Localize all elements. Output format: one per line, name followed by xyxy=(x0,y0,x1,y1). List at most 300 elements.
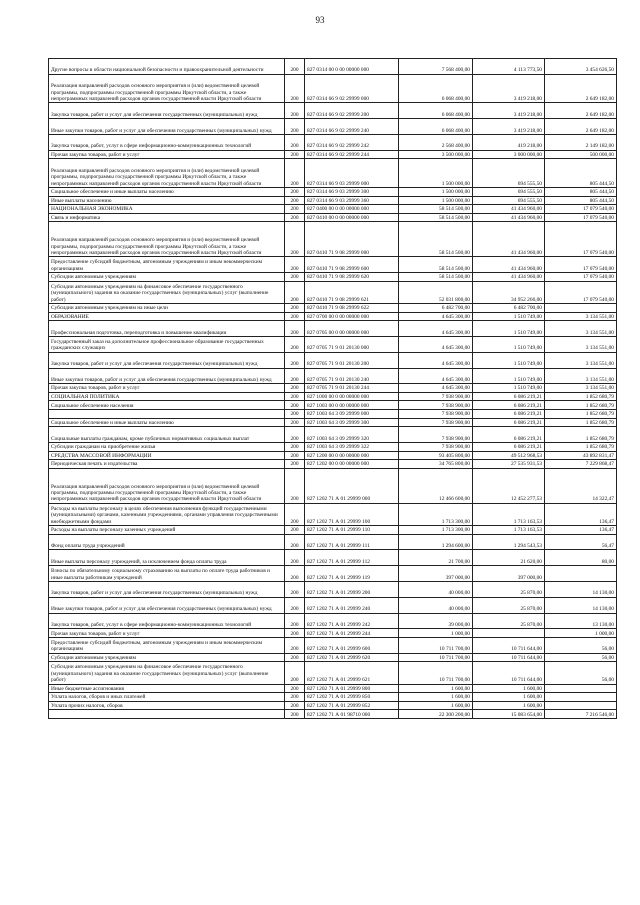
row-approved-amount-cell: 10 711 700,00 xyxy=(399,638,473,654)
row-budget-code-cell: 827 1202 71 А 01 29999 200 xyxy=(305,582,399,598)
row-executed-amount-cell: 3 419 218,00 xyxy=(473,119,545,135)
row-budget-code-cell: 827 1202 71 А 01 98710 000 xyxy=(305,710,399,719)
row-budget-code-cell: 827 0700 00 0 00 00000 000 xyxy=(305,312,399,321)
row-unexecuted-amount-cell xyxy=(545,684,617,693)
row-name-cell: НАЦИОНАЛЬНАЯ ЭКОНОМИКА xyxy=(49,205,285,214)
table-row xyxy=(49,701,617,710)
row-approved-amount-cell: 7 938 900,00 xyxy=(399,401,473,410)
row-executed-amount-cell: 1 713 163,53 xyxy=(473,526,545,535)
row-approved-amount-cell: 1 713 300,00 xyxy=(399,503,473,525)
row-unexecuted-amount-cell: 17 079 540,00 xyxy=(545,222,617,257)
row-unexecuted-amount-cell: 1 852 680,79 xyxy=(545,427,617,443)
row-budget-code-cell: 827 0705 71 9 01 20130 200 xyxy=(305,352,399,368)
row-admin-code-cell: 200 xyxy=(285,427,305,443)
row-unexecuted-amount-cell: 3 454 626,50 xyxy=(545,59,617,75)
table-row xyxy=(49,582,617,598)
row-unexecuted-amount-cell: 136,47 xyxy=(545,503,617,525)
row-unexecuted-amount-cell: 1 852 680,79 xyxy=(545,401,617,410)
row-unexecuted-amount-cell: 3 134 551,00 xyxy=(545,352,617,368)
row-executed-amount-cell: 21 620,00 xyxy=(473,550,545,566)
row-name-cell: Предоставление субсидий бюджетным, автономным учреждениям и иным некоммерческим организациям xyxy=(49,638,285,654)
row-unexecuted-amount-cell: 14 322,47 xyxy=(545,468,617,503)
row-approved-amount-cell: 12 466 600,00 xyxy=(399,468,473,503)
row-approved-amount-cell: 1 294 600,00 xyxy=(399,534,473,550)
table-row xyxy=(49,74,617,103)
table-row xyxy=(49,134,617,150)
row-budget-code-cell: 827 1003 64 3 09 29999 300 xyxy=(305,418,399,427)
row-executed-amount-cell: 34 952 260,00 xyxy=(473,281,545,303)
row-approved-amount-cell: 58 514 500,00 xyxy=(399,205,473,214)
row-budget-code-cell: 827 1202 71 А 01 29999 244 xyxy=(305,629,399,638)
row-executed-amount-cell: 41 434 960,00 xyxy=(473,205,545,214)
row-name-cell: Закупка товаров, работ, услуг в сфере информационно-коммуникационных технологий xyxy=(49,134,285,150)
table-row xyxy=(49,451,617,460)
row-budget-code-cell: 827 1202 71 А 01 29999 111 xyxy=(305,534,399,550)
row-admin-code-cell: 200 xyxy=(285,150,305,159)
table-row xyxy=(49,384,617,393)
row-executed-amount-cell: 6 086 219,21 xyxy=(473,401,545,410)
row-approved-amount-cell: 58 514 500,00 xyxy=(399,257,473,273)
table-row xyxy=(49,418,617,427)
row-admin-code-cell: 200 xyxy=(285,59,305,75)
table-row xyxy=(49,222,617,257)
table-row xyxy=(49,653,617,662)
row-unexecuted-amount-cell xyxy=(545,303,617,312)
table-row xyxy=(49,629,617,638)
table-row xyxy=(49,443,617,452)
row-budget-code-cell: 827 0410 71 9 08 29999 622 xyxy=(305,303,399,312)
row-executed-amount-cell: 1 510 749,00 xyxy=(473,352,545,368)
row-name-cell: Уплата прочих налогов, сборов xyxy=(49,701,285,710)
row-executed-amount-cell: 1 600,00 xyxy=(473,684,545,693)
row-name-cell: Прочая закупка товаров, работ и услуг xyxy=(49,629,285,638)
row-name-cell: Профессиональная подготовка, переподготовка и повышение квалификации xyxy=(49,321,285,337)
row-executed-amount-cell: 1 294 543,53 xyxy=(473,534,545,550)
row-name-cell: Взносы по обязательному социальному страхованию на выплаты по оплате труда работников и иные выплаты работникам учреждений xyxy=(49,566,285,582)
table-row xyxy=(49,257,617,273)
row-name-cell: Государственный заказ на дополнительное профессиональное образование государственных гражданских служащих xyxy=(49,336,285,352)
row-unexecuted-amount-cell: 7 229 868,47 xyxy=(545,460,617,469)
row-admin-code-cell: 200 xyxy=(285,336,305,352)
row-unexecuted-amount-cell: 56,00 xyxy=(545,662,617,684)
row-executed-amount-cell: 6 086 219,21 xyxy=(473,418,545,427)
row-unexecuted-amount-cell: 7 216 546,00 xyxy=(545,710,617,719)
row-name-cell: Расходы на выплаты персоналу в целях обеспечения выполнения функций государственными (муниципальными) органами, казенными учреждениями, органами управления государственными внебюджетными фондами xyxy=(49,503,285,525)
row-budget-code-cell: 827 0314 66 9 02 29999 000 xyxy=(305,74,399,103)
row-name-cell: Иные выплаты населению xyxy=(49,196,285,205)
row-name-cell: Субсидии автономным учреждениям на финансовое обеспечение государственного (муниципального) задания на оказание государственных (муниципальных) услуг (выполнение работ) xyxy=(49,281,285,303)
row-admin-code-cell: 200 xyxy=(285,597,305,613)
row-approved-amount-cell: 7 938 900,00 xyxy=(399,418,473,427)
row-budget-code-cell: 827 1202 71 А 01 29999 800 xyxy=(305,684,399,693)
row-unexecuted-amount-cell: 805 444,50 xyxy=(545,196,617,205)
row-name-cell: Реализация направлений расходов основного мероприятия и (или) ведомственной целевой программы, подпрограммы государственной программы Иркутской области, а также непрограммных направлений расходов органов государственной власти Иркутской области xyxy=(49,222,285,257)
table-row xyxy=(49,281,617,303)
row-budget-code-cell: 827 1202 71 А 01 29999 242 xyxy=(305,613,399,629)
row-approved-amount-cell: 1 600,00 xyxy=(399,693,473,702)
row-budget-code-cell: 827 1003 64 3 09 29999 320 xyxy=(305,427,399,443)
table-row xyxy=(49,187,617,196)
table-row xyxy=(49,427,617,443)
row-approved-amount-cell: 1 600,00 xyxy=(399,701,473,710)
row-budget-code-cell: 827 1202 71 А 01 29999 112 xyxy=(305,550,399,566)
row-name-cell xyxy=(49,410,285,419)
row-budget-code-cell: 827 0314 66 9 02 29999 242 xyxy=(305,134,399,150)
row-name-cell: ОБРАЗОВАНИЕ xyxy=(49,312,285,321)
row-approved-amount-cell: 40 000,00 xyxy=(399,582,473,598)
row-approved-amount-cell: 6 482 700,00 xyxy=(399,303,473,312)
row-name-cell: Закупка товаров, работ и услуг для обеспечения государственных (муниципальных) нужд xyxy=(49,582,285,598)
row-unexecuted-amount-cell xyxy=(545,566,617,582)
row-name-cell: Периодическая печать и издательства xyxy=(49,460,285,469)
table-row xyxy=(49,468,617,503)
row-executed-amount-cell xyxy=(473,629,545,638)
row-admin-code-cell: 200 xyxy=(285,74,305,103)
row-name-cell: СОЦИАЛЬНАЯ ПОЛИТИКА xyxy=(49,392,285,401)
row-executed-amount-cell: 1 510 749,00 xyxy=(473,312,545,321)
row-approved-amount-cell: 93 405 800,00 xyxy=(399,451,473,460)
row-budget-code-cell: 827 1003 00 0 00 00000 000 xyxy=(305,401,399,410)
row-approved-amount-cell: 39 000,00 xyxy=(399,613,473,629)
row-unexecuted-amount-cell: 56,47 xyxy=(545,534,617,550)
row-name-cell: Иные закупки товаров, работ и услуг для обеспечения государственных (муниципальных) нужд xyxy=(49,368,285,384)
row-unexecuted-amount-cell: 80,00 xyxy=(545,550,617,566)
row-unexecuted-amount-cell: 56,00 xyxy=(545,638,617,654)
row-unexecuted-amount-cell: 43 892 831,47 xyxy=(545,451,617,460)
row-unexecuted-amount-cell: 17 079 540,00 xyxy=(545,281,617,303)
row-executed-amount-cell: 41 434 960,00 xyxy=(473,213,545,222)
row-admin-code-cell: 200 xyxy=(285,368,305,384)
row-admin-code-cell: 200 xyxy=(285,693,305,702)
row-budget-code-cell: 827 0410 71 9 08 29999 600 xyxy=(305,257,399,273)
row-executed-amount-cell: 41 434 960,00 xyxy=(473,257,545,273)
row-name-cell: Социальное обеспечение населения xyxy=(49,401,285,410)
row-budget-code-cell: 827 0314 66 9 02 29999 244 xyxy=(305,150,399,159)
row-admin-code-cell: 200 xyxy=(285,653,305,662)
row-admin-code-cell: 200 xyxy=(285,257,305,273)
row-name-cell: Другие вопросы в области национальной безопасности и правоохранительной деятельности xyxy=(49,59,285,75)
table-row xyxy=(49,503,617,525)
row-executed-amount-cell: 10 711 644,00 xyxy=(473,662,545,684)
row-executed-amount-cell: 25 870,00 xyxy=(473,597,545,613)
row-unexecuted-amount-cell: 805 444,50 xyxy=(545,159,617,188)
table-row xyxy=(49,526,617,535)
row-name-cell xyxy=(49,710,285,719)
row-name-cell: Реализация направлений расходов основного мероприятия и (или) ведомственной целевой программы, подпрограммы государственной программы Иркутской области, а также непрограммных направлений расходов органов государственной власти Иркутской области xyxy=(49,159,285,188)
row-budget-code-cell: 827 1003 64 3 09 29999 000 xyxy=(305,410,399,419)
table-row xyxy=(49,312,617,321)
row-executed-amount-cell: 41 434 960,00 xyxy=(473,222,545,257)
row-executed-amount-cell: 6 482 700,00 xyxy=(473,303,545,312)
table-row xyxy=(49,321,617,337)
row-budget-code-cell: 827 1003 64 3 09 29999 322 xyxy=(305,443,399,452)
row-approved-amount-cell: 6 068 400,00 xyxy=(399,119,473,135)
row-approved-amount-cell: 34 765 800,00 xyxy=(399,460,473,469)
row-executed-amount-cell: 3 419 218,00 xyxy=(473,74,545,103)
row-name-cell: Иные бюджетные ассигнования xyxy=(49,684,285,693)
table-row xyxy=(49,196,617,205)
row-executed-amount-cell: 4 113 773,50 xyxy=(473,59,545,75)
row-approved-amount-cell: 4 645 300,00 xyxy=(399,384,473,393)
row-budget-code-cell: 827 1000 00 0 00 00000 000 xyxy=(305,392,399,401)
row-approved-amount-cell: 10 711 700,00 xyxy=(399,653,473,662)
row-admin-code-cell: 200 xyxy=(285,303,305,312)
row-name-cell: Связь и информатика xyxy=(49,213,285,222)
row-name-cell: Субсидии автономным учреждениям на финансовое обеспечение государственного (муниципального) задания на оказание государственных (муниципальных) услуг (выполнение работ) xyxy=(49,662,285,684)
row-admin-code-cell: 200 xyxy=(285,205,305,214)
row-executed-amount-cell: 10 711 644,00 xyxy=(473,638,545,654)
table-row xyxy=(49,662,617,684)
table-row xyxy=(49,159,617,188)
row-admin-code-cell: 200 xyxy=(285,629,305,638)
row-admin-code-cell: 200 xyxy=(285,213,305,222)
row-admin-code-cell: 200 xyxy=(285,582,305,598)
row-approved-amount-cell: 7 938 900,00 xyxy=(399,410,473,419)
row-approved-amount-cell: 58 514 500,00 xyxy=(399,222,473,257)
table-row xyxy=(49,205,617,214)
row-unexecuted-amount-cell: 3 134 551,00 xyxy=(545,321,617,337)
row-approved-amount-cell: 2 568 400,00 xyxy=(399,134,473,150)
row-admin-code-cell: 200 xyxy=(285,534,305,550)
row-name-cell: Реализация направлений расходов основного мероприятия и (или) ведомственной целевой программы, подпрограммы государственной программы Иркутской области, а также непрограммных направлений расходов органов государственной власти Иркутской области xyxy=(49,468,285,503)
row-unexecuted-amount-cell: 500 000,00 xyxy=(545,150,617,159)
row-executed-amount-cell: 1 600,00 xyxy=(473,701,545,710)
row-name-cell: Субсидии автономным учреждениям xyxy=(49,653,285,662)
row-unexecuted-amount-cell: 14 130,00 xyxy=(545,582,617,598)
table-row xyxy=(49,566,617,582)
row-admin-code-cell: 200 xyxy=(285,566,305,582)
row-budget-code-cell: 827 1202 71 А 01 29999 620 xyxy=(305,653,399,662)
row-budget-code-cell: 827 1202 71 А 01 29999 119 xyxy=(305,566,399,582)
row-name-cell: Уплата налогов, сборов и иных платежей xyxy=(49,693,285,702)
row-name-cell: Реализация направлений расходов основного мероприятия и (или) ведомственной целевой программы, подпрограммы государственной программы Иркутской области, а также непрограммных направлений расходов органов государственной власти Иркутской области xyxy=(49,74,285,103)
row-executed-amount-cell: 6 086 219,21 xyxy=(473,427,545,443)
row-admin-code-cell: 200 xyxy=(285,312,305,321)
row-name-cell: Социальные выплаты гражданам, кроме публичных нормативных социальных выплат xyxy=(49,427,285,443)
row-budget-code-cell: 827 1202 71 А 01 29999 000 xyxy=(305,468,399,503)
row-admin-code-cell: 200 xyxy=(285,196,305,205)
row-name-cell: Прочая закупка товаров, работ и услуг xyxy=(49,150,285,159)
table-row xyxy=(49,534,617,550)
row-admin-code-cell: 200 xyxy=(285,684,305,693)
row-approved-amount-cell: 1 500 000,00 xyxy=(399,196,473,205)
row-executed-amount-cell: 1 510 749,00 xyxy=(473,384,545,393)
row-admin-code-cell: 200 xyxy=(285,503,305,525)
row-budget-code-cell: 827 0705 71 9 01 20130 240 xyxy=(305,368,399,384)
row-admin-code-cell: 200 xyxy=(285,410,305,419)
row-name-cell: Субсидии гражданам на приобретение жилья xyxy=(49,443,285,452)
row-name-cell: Закупка товаров, работ и услуг для обеспечения государственных (муниципальных) нужд xyxy=(49,352,285,368)
row-executed-amount-cell: 25 870,00 xyxy=(473,613,545,629)
table-row xyxy=(49,638,617,654)
row-admin-code-cell: 200 xyxy=(285,384,305,393)
row-admin-code-cell: 200 xyxy=(285,222,305,257)
row-name-cell: Закупка товаров, работ, услуг в сфере информационно-коммуникационных технологий xyxy=(49,613,285,629)
row-unexecuted-amount-cell: 17 079 540,00 xyxy=(545,213,617,222)
row-executed-amount-cell: 49 512 968,53 xyxy=(473,451,545,460)
row-admin-code-cell: 200 xyxy=(285,103,305,119)
row-approved-amount-cell: 1 000,00 xyxy=(399,629,473,638)
row-budget-code-cell: 827 0314 66 9 02 29999 200 xyxy=(305,103,399,119)
row-unexecuted-amount-cell: 1 000,00 xyxy=(545,629,617,638)
row-unexecuted-amount-cell: 2 149 182,00 xyxy=(545,134,617,150)
table-row xyxy=(49,460,617,469)
row-name-cell: Расходы на выплаты персоналу казенных учреждений xyxy=(49,526,285,535)
row-unexecuted-amount-cell: 3 134 551,00 xyxy=(545,368,617,384)
row-approved-amount-cell: 4 645 300,00 xyxy=(399,312,473,321)
row-admin-code-cell: 200 xyxy=(285,613,305,629)
row-budget-code-cell: 827 0410 71 9 08 29999 620 xyxy=(305,273,399,282)
table-row xyxy=(49,273,617,282)
row-unexecuted-amount-cell: 805 444,50 xyxy=(545,187,617,196)
row-admin-code-cell: 200 xyxy=(285,392,305,401)
table-row xyxy=(49,597,617,613)
row-budget-code-cell: 827 0410 71 9 08 29999 000 xyxy=(305,222,399,257)
row-approved-amount-cell: 21 700,00 xyxy=(399,550,473,566)
row-executed-amount-cell: 1 600,00 xyxy=(473,693,545,702)
row-unexecuted-amount-cell: 17 079 540,00 xyxy=(545,205,617,214)
row-approved-amount-cell: 4 645 300,00 xyxy=(399,336,473,352)
row-unexecuted-amount-cell: 2 649 182,00 xyxy=(545,103,617,119)
row-name-cell: Иные закупки товаров, работ и услуг для обеспечения государственных (муниципальных) нужд xyxy=(49,597,285,613)
row-unexecuted-amount-cell: 2 649 182,00 xyxy=(545,119,617,135)
row-admin-code-cell: 200 xyxy=(285,451,305,460)
row-budget-code-cell: 827 1202 71 А 01 29999 100 xyxy=(305,503,399,525)
row-executed-amount-cell: 397 000,00 xyxy=(473,566,545,582)
row-name-cell: Социальное обеспечение и иные выплаты населению xyxy=(49,418,285,427)
row-budget-code-cell: 827 1202 71 А 01 29999 852 xyxy=(305,701,399,710)
row-name-cell: Предоставление субсидий бюджетным, автономным учреждениям и иным некоммерческим организациям xyxy=(49,257,285,273)
row-name-cell: Фонд оплаты труда учреждений xyxy=(49,534,285,550)
table-row xyxy=(49,119,617,135)
row-approved-amount-cell: 52 031 800,00 xyxy=(399,281,473,303)
row-executed-amount-cell: 41 434 960,00 xyxy=(473,273,545,282)
row-executed-amount-cell: 1 510 749,00 xyxy=(473,321,545,337)
row-name-cell: Закупка товаров, работ и услуг для обеспечения государственных (муниципальных) нужд xyxy=(49,103,285,119)
row-unexecuted-amount-cell: 2 649 182,00 xyxy=(545,74,617,103)
row-admin-code-cell: 200 xyxy=(285,119,305,135)
row-budget-code-cell: 827 0314 66 9 03 29999 360 xyxy=(305,196,399,205)
row-admin-code-cell: 200 xyxy=(285,638,305,654)
row-approved-amount-cell: 4 645 300,00 xyxy=(399,368,473,384)
budget-table-body xyxy=(49,59,617,719)
row-unexecuted-amount-cell: 3 134 551,00 xyxy=(545,384,617,393)
row-admin-code-cell: 200 xyxy=(285,187,305,196)
row-executed-amount-cell: 27 535 931,53 xyxy=(473,460,545,469)
row-approved-amount-cell: 7 938 900,00 xyxy=(399,427,473,443)
row-budget-code-cell: 827 1202 71 А 01 29999 600 xyxy=(305,638,399,654)
row-budget-code-cell: 827 0410 00 0 00 00000 000 xyxy=(305,213,399,222)
row-admin-code-cell: 200 xyxy=(285,418,305,427)
row-executed-amount-cell: 1 510 749,00 xyxy=(473,336,545,352)
row-budget-code-cell: 827 0314 00 0 00 00000 000 xyxy=(305,59,399,75)
table-row xyxy=(49,693,617,702)
row-approved-amount-cell: 22 300 200,00 xyxy=(399,710,473,719)
row-executed-amount-cell: 3 419 218,00 xyxy=(473,103,545,119)
table-row xyxy=(49,103,617,119)
row-budget-code-cell: 827 0705 00 0 00 00000 000 xyxy=(305,321,399,337)
row-approved-amount-cell: 58 514 500,00 xyxy=(399,273,473,282)
row-executed-amount-cell: 1 510 749,00 xyxy=(473,368,545,384)
row-admin-code-cell: 200 xyxy=(285,460,305,469)
row-unexecuted-amount-cell xyxy=(545,701,617,710)
row-admin-code-cell: 200 xyxy=(285,662,305,684)
row-budget-code-cell: 827 1202 71 А 01 29999 240 xyxy=(305,597,399,613)
row-admin-code-cell: 200 xyxy=(285,710,305,719)
row-executed-amount-cell: 694 555,50 xyxy=(473,187,545,196)
row-approved-amount-cell: 1 600,00 xyxy=(399,684,473,693)
row-approved-amount-cell: 1 500 000,00 xyxy=(399,159,473,188)
row-executed-amount-cell: 1 713 163,53 xyxy=(473,503,545,525)
row-name-cell: Прочая закупка товаров, работ и услуг xyxy=(49,384,285,393)
row-budget-code-cell: 827 1202 71 А 01 29999 621 xyxy=(305,662,399,684)
row-executed-amount-cell: 419 218,00 xyxy=(473,134,545,150)
row-budget-code-cell: 827 0314 66 9 03 29999 000 xyxy=(305,159,399,188)
row-budget-code-cell: 827 1200 00 0 00 00000 000 xyxy=(305,451,399,460)
row-name-cell: Субсидии автономным учреждениям xyxy=(49,273,285,282)
row-budget-code-cell: 827 0410 71 9 08 29999 621 xyxy=(305,281,399,303)
row-approved-amount-cell: 7 938 900,00 xyxy=(399,392,473,401)
budget-table xyxy=(48,58,617,719)
row-executed-amount-cell: 25 870,00 xyxy=(473,582,545,598)
row-approved-amount-cell: 6 068 400,00 xyxy=(399,74,473,103)
row-unexecuted-amount-cell: 1 852 680,79 xyxy=(545,443,617,452)
table-row xyxy=(49,336,617,352)
row-budget-code-cell: 827 0705 71 9 01 20130 244 xyxy=(305,384,399,393)
row-executed-amount-cell: 3 000 000,00 xyxy=(473,150,545,159)
row-budget-code-cell: 827 0314 66 9 03 29999 300 xyxy=(305,187,399,196)
row-approved-amount-cell: 4 645 300,00 xyxy=(399,352,473,368)
row-admin-code-cell: 200 xyxy=(285,550,305,566)
row-unexecuted-amount-cell: 56,00 xyxy=(545,653,617,662)
row-approved-amount-cell: 7 568 400,00 xyxy=(399,59,473,75)
table-row xyxy=(49,710,617,719)
row-approved-amount-cell: 1 500 000,00 xyxy=(399,187,473,196)
row-approved-amount-cell: 58 514 500,00 xyxy=(399,213,473,222)
row-executed-amount-cell: 694 555,50 xyxy=(473,159,545,188)
row-executed-amount-cell: 6 086 219,21 xyxy=(473,410,545,419)
table-row xyxy=(49,550,617,566)
row-approved-amount-cell: 6 068 400,00 xyxy=(399,103,473,119)
row-approved-amount-cell: 40 000,00 xyxy=(399,597,473,613)
table-row xyxy=(49,59,617,75)
table-row xyxy=(49,392,617,401)
row-unexecuted-amount-cell: 1 852 680,79 xyxy=(545,418,617,427)
row-budget-code-cell: 827 0314 66 9 02 29999 240 xyxy=(305,119,399,135)
row-admin-code-cell: 200 xyxy=(285,701,305,710)
row-unexecuted-amount-cell: 17 079 540,00 xyxy=(545,257,617,273)
row-approved-amount-cell: 1 713 300,00 xyxy=(399,526,473,535)
row-unexecuted-amount-cell: 1 852 680,79 xyxy=(545,410,617,419)
row-budget-code-cell: 827 0705 71 9 01 20130 000 xyxy=(305,336,399,352)
table-row xyxy=(49,401,617,410)
row-admin-code-cell: 200 xyxy=(285,321,305,337)
row-admin-code-cell: 200 xyxy=(285,401,305,410)
table-row xyxy=(49,410,617,419)
row-name-cell: Субсидии автономным учреждениям на иные цели xyxy=(49,303,285,312)
table-row xyxy=(49,368,617,384)
row-name-cell: СРЕДСТВА МАССОВОЙ ИНФОРМАЦИИ xyxy=(49,451,285,460)
row-approved-amount-cell: 4 645 300,00 xyxy=(399,321,473,337)
row-unexecuted-amount-cell: 3 134 551,00 xyxy=(545,312,617,321)
page-number: 93 xyxy=(315,15,325,25)
table-row xyxy=(49,613,617,629)
row-admin-code-cell: 200 xyxy=(285,159,305,188)
row-name-cell: Социальное обеспечение и иные выплаты населению xyxy=(49,187,285,196)
row-unexecuted-amount-cell: 3 134 551,00 xyxy=(545,336,617,352)
row-approved-amount-cell: 3 500 000,00 xyxy=(399,150,473,159)
row-admin-code-cell: 200 xyxy=(285,468,305,503)
